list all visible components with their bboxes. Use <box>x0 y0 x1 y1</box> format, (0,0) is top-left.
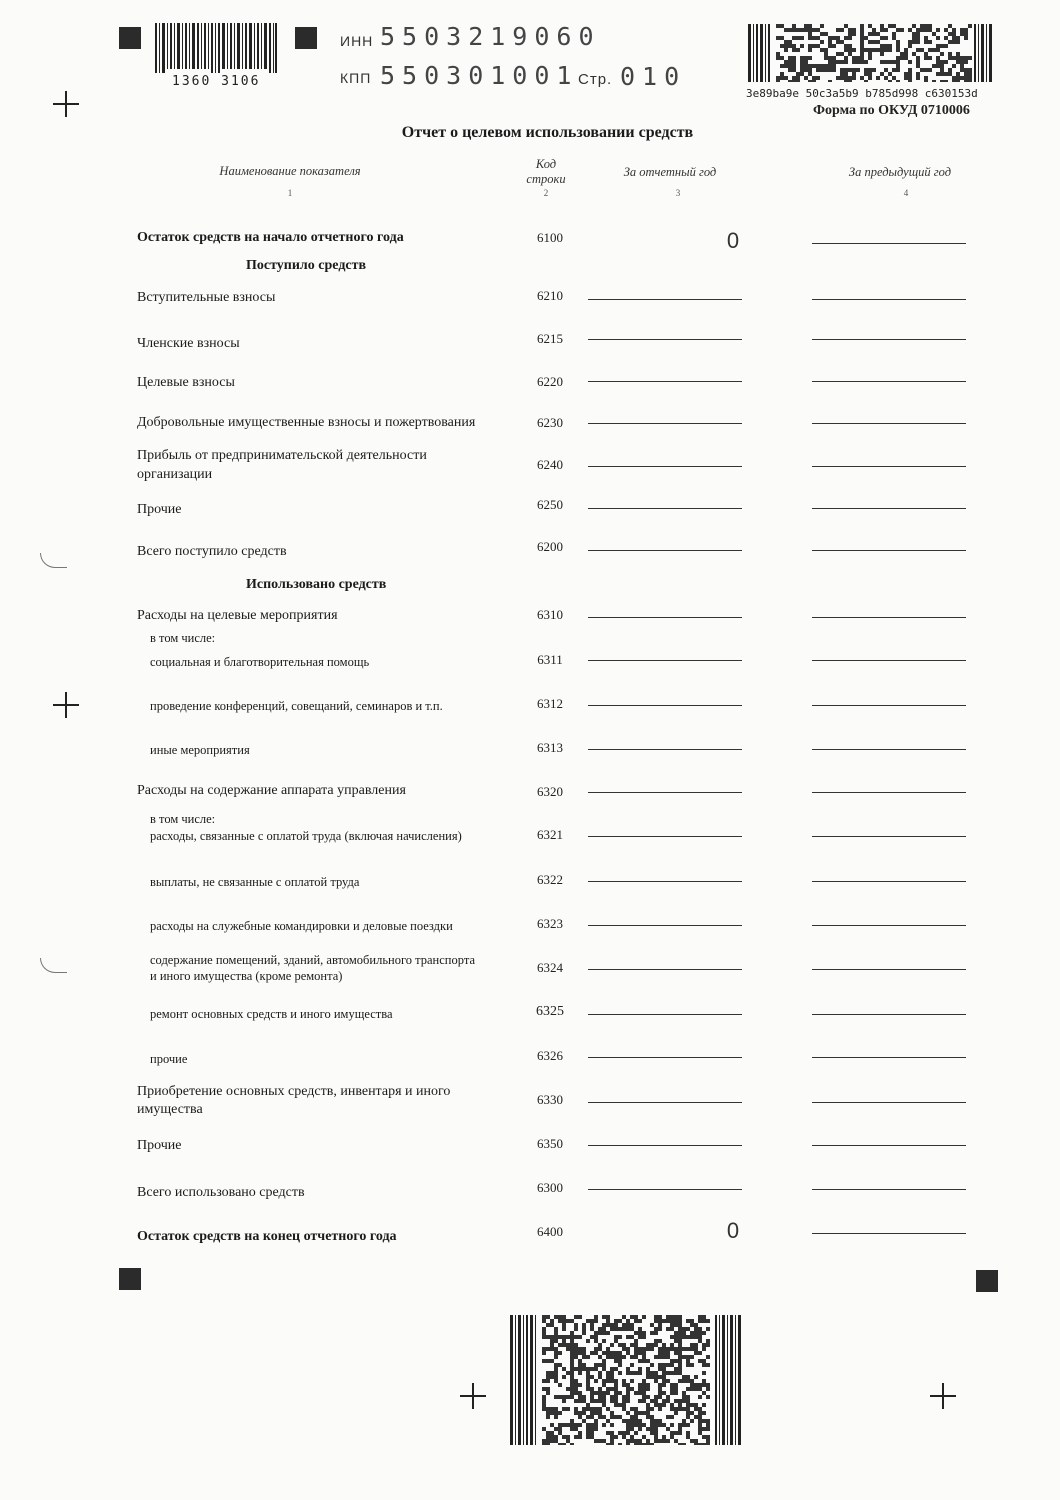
row-label: Прочие <box>137 502 182 517</box>
kpp-value: 550301001 <box>380 61 579 90</box>
column-header-code: Код строки <box>526 157 566 186</box>
crosshair-mark <box>53 91 79 117</box>
row-current-field[interactable] <box>588 299 742 300</box>
row-previous-field[interactable] <box>812 243 966 244</box>
row-code: 6200 <box>537 539 563 554</box>
row-previous-field[interactable] <box>812 617 966 618</box>
document-hash: 3e89ba9e 50c3a5b9 b785d998 c630153d <box>746 87 978 100</box>
page-number: 010 <box>620 62 687 91</box>
row-code: 6323 <box>537 916 563 931</box>
row-current-field[interactable] <box>588 550 742 551</box>
column-number-3: 3 <box>675 188 681 198</box>
row-code: 6210 <box>537 288 563 303</box>
row-label: прочие <box>150 1052 188 1066</box>
row-previous-field[interactable] <box>812 1014 966 1015</box>
row-previous-field[interactable] <box>812 1102 966 1103</box>
row-label-including: в том числе: <box>150 631 216 645</box>
row-label-continued: имущества <box>137 1102 203 1117</box>
row-previous-field[interactable] <box>812 466 966 467</box>
column-number-1: 1 <box>287 188 293 198</box>
row-current-field[interactable] <box>588 1145 742 1146</box>
inn-label: ИНН <box>340 33 374 49</box>
row-previous-field[interactable] <box>812 508 966 509</box>
row-code: 6320 <box>537 784 563 799</box>
punch-mark <box>40 553 67 568</box>
row-current-field[interactable] <box>588 925 742 926</box>
column-number-2: 2 <box>543 188 549 198</box>
row-previous-field[interactable] <box>812 1189 966 1190</box>
row-label-continued: организации <box>137 467 213 482</box>
row-previous-field[interactable] <box>812 381 966 382</box>
punch-mark <box>40 958 67 973</box>
row-previous-field[interactable] <box>812 836 966 837</box>
row-label: содержание помещений, зданий, автомобильного транспорта <box>150 953 475 967</box>
row-previous-field[interactable] <box>812 881 966 882</box>
row-code: 6100 <box>537 230 563 245</box>
row-current-field[interactable] <box>588 1014 742 1015</box>
row-label: Вступительные взносы <box>137 290 276 305</box>
row-current-field[interactable] <box>588 1189 742 1190</box>
row-previous-field[interactable] <box>812 339 966 340</box>
row-previous-field[interactable] <box>812 749 966 750</box>
row-current-value: 0 <box>726 1218 740 1243</box>
row-label: ремонт основных средств и иного имущества <box>150 1007 393 1021</box>
row-previous-field[interactable] <box>812 792 966 793</box>
row-previous-field[interactable] <box>812 1233 966 1234</box>
barcode-number: 1360 3106 <box>172 74 261 89</box>
row-code: 6312 <box>537 696 563 711</box>
row-code: 6400 <box>537 1224 563 1239</box>
row-current-field[interactable] <box>588 969 742 970</box>
row-previous-field[interactable] <box>812 423 966 424</box>
row-current-field[interactable] <box>588 836 742 837</box>
row-code: 6250 <box>537 497 563 512</box>
row-label: Остаток средств на конец отчетного года <box>137 1229 397 1244</box>
crosshair-mark <box>53 692 79 718</box>
row-code: 6240 <box>537 457 563 472</box>
row-label: Остаток средств на начало отчетного года <box>137 230 404 245</box>
row-previous-field[interactable] <box>812 550 966 551</box>
row-previous-field[interactable] <box>812 299 966 300</box>
row-current-field[interactable] <box>588 466 742 467</box>
crosshair-mark <box>460 1383 486 1409</box>
column-header-current-year: За отчетный год <box>623 165 717 179</box>
row-current-field[interactable] <box>588 1057 742 1058</box>
row-current-field[interactable] <box>588 423 742 424</box>
row-label: Добровольные имущественные взносы и пожертвования <box>137 415 476 430</box>
column-header-previous-year: За предыдущий год <box>848 165 952 179</box>
row-current-field[interactable] <box>588 381 742 382</box>
row-code: 6321 <box>537 827 563 842</box>
registration-marker-bottom-left <box>119 1268 141 1290</box>
row-code: 6230 <box>537 415 563 430</box>
row-current-field[interactable] <box>588 508 742 509</box>
section-used: Использовано средств <box>246 577 387 592</box>
row-current-field[interactable] <box>588 660 742 661</box>
row-code: 6322 <box>537 872 563 887</box>
row-code: 6325 <box>536 1004 564 1019</box>
2d-barcode-top <box>748 24 994 82</box>
row-code: 6310 <box>537 607 563 622</box>
row-current-field[interactable] <box>588 705 742 706</box>
row-label: выплаты, не связанные с оплатой труда <box>150 875 360 889</box>
row-current-field[interactable] <box>588 339 742 340</box>
2d-barcode-bottom <box>510 1315 742 1445</box>
row-label: Целевые взносы <box>137 375 235 390</box>
row-label-including: в том числе: <box>150 812 216 826</box>
registration-marker-bottom-right <box>976 1270 998 1292</box>
row-label: Членские взносы <box>137 336 240 351</box>
row-label-continued: и иного имущества (кроме ремонта) <box>150 969 343 983</box>
row-label: социальная и благотворительная помощь <box>150 655 370 669</box>
row-label: иные мероприятия <box>150 743 250 757</box>
row-previous-field[interactable] <box>812 1057 966 1058</box>
row-label: расходы на служебные командировки и деловые поездки <box>150 919 453 933</box>
row-current-field[interactable] <box>588 881 742 882</box>
row-label: Расходы на целевые мероприятия <box>137 608 338 623</box>
report-title: Отчет о целевом использовании средств <box>401 124 694 141</box>
linear-barcode <box>155 23 277 73</box>
row-code: 6215 <box>537 331 563 346</box>
row-label: Приобретение основных средств, инвентаря и иного <box>137 1084 451 1099</box>
row-label: Прочие <box>137 1138 182 1153</box>
registration-marker-top-left <box>119 27 141 49</box>
column-number-4: 4 <box>903 188 909 198</box>
kpp-label: КПП <box>340 70 372 86</box>
row-code: 6350 <box>537 1136 563 1151</box>
row-current-field[interactable] <box>588 749 742 750</box>
page-label: Стр. <box>578 71 613 88</box>
row-code: 6330 <box>537 1092 563 1107</box>
row-label: расходы, связанные с оплатой труда (включая начисления) <box>150 829 462 843</box>
row-current-field[interactable] <box>588 617 742 618</box>
row-previous-field[interactable] <box>812 705 966 706</box>
crosshair-mark <box>930 1383 956 1409</box>
row-label: проведение конференций, совещаний, семинаров и т.п. <box>150 699 443 713</box>
column-header-name: Наименование показателя <box>219 164 361 178</box>
row-previous-field[interactable] <box>812 660 966 661</box>
row-code: 6300 <box>537 1180 563 1195</box>
row-previous-field[interactable] <box>812 969 966 970</box>
row-code: 6313 <box>537 740 563 755</box>
row-previous-field[interactable] <box>812 925 966 926</box>
registration-marker-top-mid <box>295 27 317 49</box>
row-code: 6220 <box>537 374 563 389</box>
row-code: 6324 <box>537 960 563 975</box>
row-label: Расходы на содержание аппарата управления <box>137 783 406 798</box>
inn-value: 5503219060 <box>380 22 601 51</box>
row-label: Всего поступило средств <box>137 544 287 559</box>
row-current-value: 0 <box>726 228 740 253</box>
row-code: 6326 <box>537 1048 563 1063</box>
section-received: Поступило средств <box>246 258 367 273</box>
row-code: 6311 <box>537 652 563 667</box>
okud-form-code: Форма по ОКУД 0710006 <box>813 103 970 118</box>
row-label: Всего использовано средств <box>137 1185 305 1200</box>
row-previous-field[interactable] <box>812 1145 966 1146</box>
row-label: Прибыль от предпринимательской деятельности <box>137 448 427 463</box>
row-current-field[interactable] <box>588 792 742 793</box>
row-current-field[interactable] <box>588 1102 742 1103</box>
